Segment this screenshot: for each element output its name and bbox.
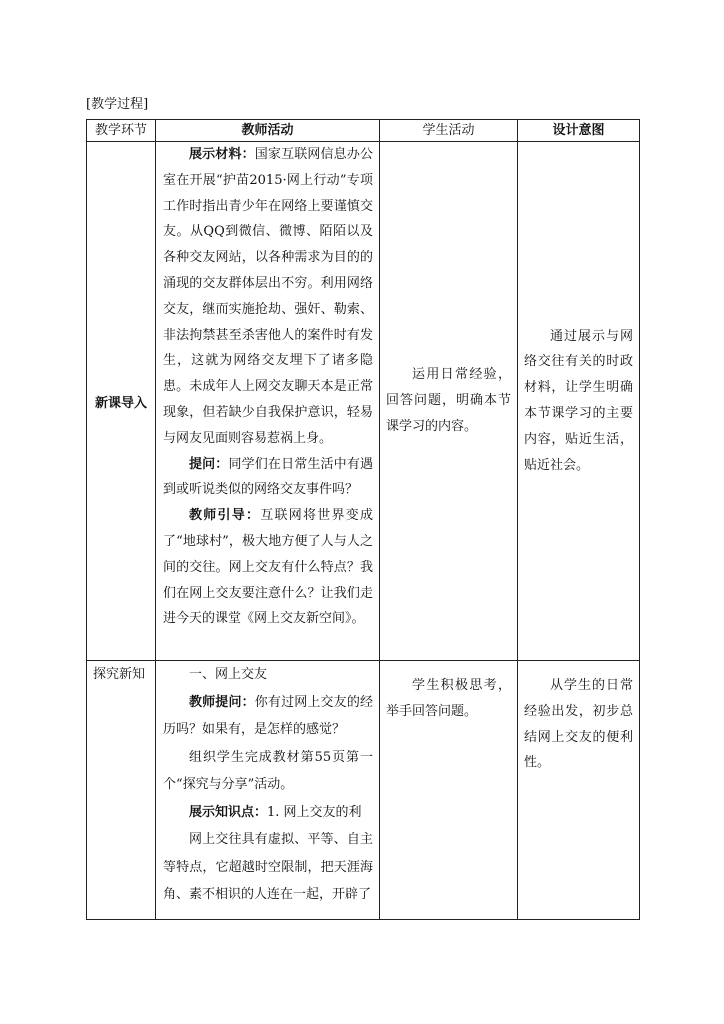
teacher-activity-cell — [156, 142, 380, 661]
stage-cell: 探究新知 — [87, 661, 156, 920]
paragraph — [163, 452, 373, 504]
table-header-row — [87, 120, 640, 142]
stage-cell: 新课导入 — [87, 142, 156, 661]
paragraph-label: 提问： — [189, 456, 229, 472]
paragraph-text: 互联网将世界变成了“地球村”，极大地方便了人与人之间的交往。网上交友有什么特点？我们在网上交友要注意什么？让我们走进今天的课堂《网上交友新空间》。 — [163, 508, 373, 627]
paragraph-label: 展示知识点： — [189, 804, 268, 820]
header-student: 学生活动 — [380, 120, 518, 142]
design-intent-cell — [518, 142, 640, 661]
student-activity-text: 学生积极思考，举手回答问题。 — [386, 678, 511, 719]
header-teacher-label: 教师活动 — [241, 123, 294, 138]
paragraph — [163, 503, 373, 632]
paragraph: 一、网上交友 — [189, 667, 268, 682]
paragraph-label: 教师引导： — [189, 508, 261, 524]
header-design — [518, 120, 640, 142]
paragraph — [163, 142, 373, 452]
paragraph-label: 展示材料： — [189, 147, 255, 162]
design-intent-text: 通过展示与网络交往有关的时政材料，让学生明确本节课学习的主要内容，贴近生活，贴近社会。 — [524, 328, 633, 473]
paragraph: 组织学生完成教材第55页第一个“探究与分享”活动。 — [163, 749, 373, 792]
paragraph — [163, 799, 373, 827]
design-intent-cell — [518, 661, 640, 920]
paragraph: 网上交往具有虚拟、平等、自主等特点，它超越时空限制，把天涯海角、素不相识的人连在一起，开辟了 — [163, 832, 373, 902]
teacher-activity-cell — [156, 661, 380, 920]
paragraph-label: 教师提问： — [189, 694, 255, 710]
header-stage: 教学环节 — [87, 120, 156, 142]
teaching-process-table — [86, 119, 640, 920]
paragraph-text: 你有过网上交友的经历吗？如果有，是怎样的感觉？ — [163, 694, 373, 737]
paragraph-text: 1. 网上交友的利 — [267, 804, 362, 820]
student-activity-cell — [380, 661, 518, 920]
paragraph-text: 同学们在日常生活中有遇到或听说类似的网络交友事件吗？ — [163, 456, 373, 498]
student-activity-text: 运用日常经验，回答问题，明确本节课学习的内容。 — [386, 367, 511, 434]
design-intent-text: 从学生的日常经验出发，初步总结网上交友的便利性。 — [524, 678, 633, 771]
table-row — [87, 142, 640, 661]
paragraph-text: 国家互联网信息办公室在开展“护苗2015·网上行动”专项工作时指出青少年在网络上要谨慎交友。从QQ到微信、微博、陌陌以及各种交友网站，以各种需求为目的的涌现的交友群体层出不穷。利用网络交友，继而实施抢劫、强奸、勒索、非法拘禁甚至杀害他人的案件时有发生，这就为网络交友埋下了诸多隐患。未成年人上网交友聊天本是正常现象，但若缺少自我保护意识，轻易与网友见面则容易惹祸上身。 — [163, 147, 373, 446]
paragraph — [163, 689, 373, 744]
header-teacher — [156, 120, 380, 142]
table-row — [87, 661, 640, 920]
header-design-label: 设计意图 — [552, 123, 605, 138]
student-activity-cell — [380, 142, 518, 661]
section-label: [教学过程] — [86, 97, 149, 112]
